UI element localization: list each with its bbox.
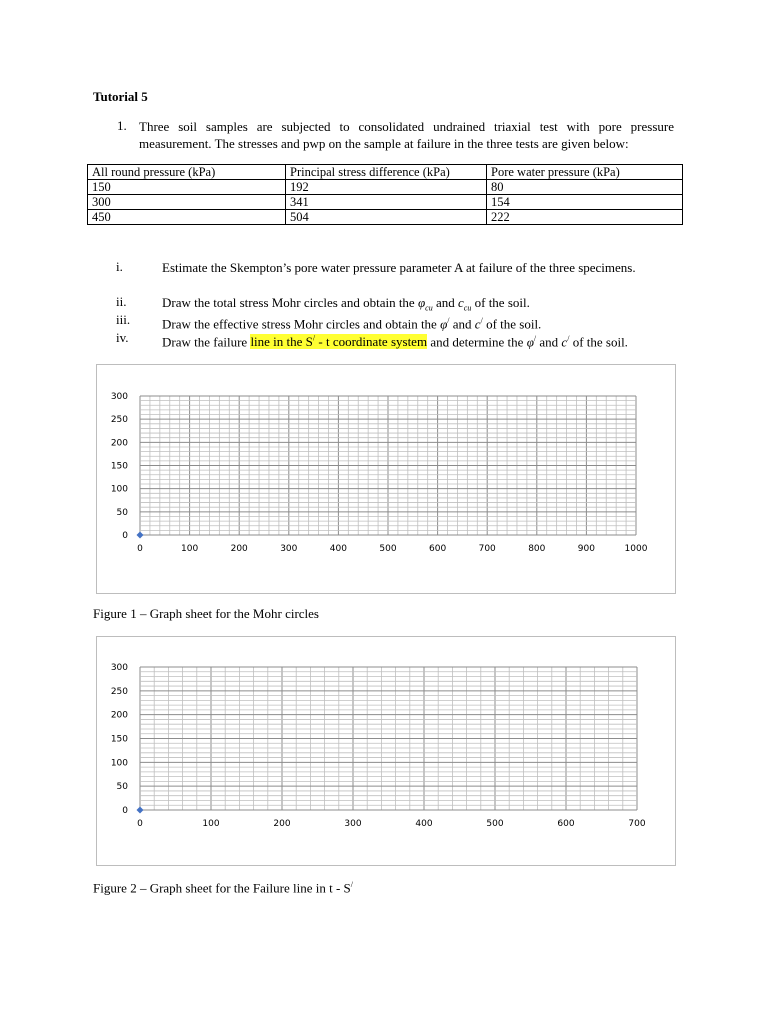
x-tick-label: 0 [137, 819, 143, 829]
x-tick-label: 900 [577, 544, 595, 554]
y-tick-label: 250 [110, 686, 128, 697]
x-tick-label: 500 [379, 544, 397, 554]
x-tick-label: 600 [557, 819, 575, 829]
figure-1-caption: Figure 1 – Graph sheet for the Mohr circles [93, 606, 319, 621]
task-number: ii. [116, 294, 127, 309]
failure-line-graph-frame [96, 636, 676, 866]
table-row [88, 195, 683, 210]
y-tick-label: 0 [122, 531, 128, 541]
x-tick-label: 400 [415, 819, 433, 829]
x-tick-label: 200 [230, 544, 248, 554]
y-tick-label: 100 [110, 758, 128, 769]
x-tick-label: 300 [280, 544, 298, 554]
x-tick-label: 300 [344, 819, 362, 829]
table-header-cell: Pore water pressure (kPa) [487, 165, 683, 180]
y-tick-label: 300 [110, 392, 128, 402]
question-number: 1. [117, 118, 127, 133]
task-text: Estimate the Skempton’s pore water pressure parameter A at failure of the three specimens. [162, 260, 636, 275]
table-row [88, 180, 683, 195]
table-cell: 150 [88, 180, 286, 195]
task-text: Draw the failure line in the S/ - t coordinate system and determine the φ/ and c/ of the soil. [162, 334, 628, 350]
task-number: i. [116, 259, 123, 274]
x-tick-label: 100 [202, 819, 220, 829]
y-tick-label: 50 [116, 507, 128, 518]
y-tick-label: 0 [122, 806, 128, 816]
figure-2-caption: Figure 2 – Graph sheet for the Failure line in t - S/ [93, 880, 354, 896]
x-tick-label: 800 [528, 544, 546, 554]
page-title: Tutorial 5 [93, 89, 148, 104]
y-tick-label: 150 [110, 734, 128, 745]
task-text: Draw the effective stress Mohr circles and obtain the φ/ and c/ of the soil. [162, 316, 542, 332]
table-cell: 341 [286, 195, 487, 210]
data-table [87, 164, 683, 225]
y-tick-label: 50 [116, 782, 128, 793]
x-tick-label: 500 [486, 819, 504, 829]
table-cell: 80 [487, 180, 683, 195]
y-tick-label: 200 [110, 438, 128, 449]
table-header-cell: Principal stress difference (kPa) [286, 165, 487, 180]
x-tick-label: 700 [628, 819, 646, 829]
table-cell: 504 [286, 210, 487, 225]
task-number: iv. [116, 330, 129, 345]
y-tick-label: 300 [110, 663, 128, 673]
mohr-graph-frame [96, 364, 676, 594]
x-tick-label: 600 [429, 544, 447, 554]
y-tick-label: 250 [110, 415, 128, 426]
table-cell: 222 [487, 210, 683, 225]
table-header-cell: All round pressure (kPa) [88, 165, 286, 180]
data-point-marker [137, 807, 144, 814]
task-number: iii. [116, 312, 131, 327]
table-cell: 154 [487, 195, 683, 210]
x-tick-label: 100 [181, 544, 199, 554]
question-text: Three soil samples are subjected to consolidated undrained triaxial test with pore pressure measurement. The stresses and pwp on the sample at failure in the three tests are given below: [139, 119, 674, 151]
y-tick-label: 150 [110, 461, 128, 472]
mohr-circle-graph [97, 365, 675, 593]
y-tick-label: 200 [110, 710, 128, 721]
x-tick-label: 1000 [624, 544, 648, 554]
x-tick-label: 0 [137, 544, 143, 554]
highlighted-text: line in the S/ - t coordinate system [250, 334, 428, 350]
task-text: Draw the total stress Mohr circles and obtain the $\varphi_{cu}$ and $c_{cu}$ of the soil. [162, 295, 530, 313]
failure-line-graph [97, 637, 675, 865]
table-cell: 450 [88, 210, 286, 225]
data-point-marker [137, 532, 144, 539]
y-tick-label: 100 [110, 484, 128, 495]
x-tick-label: 200 [273, 819, 291, 829]
x-tick-label: 400 [329, 544, 347, 554]
x-tick-label: 700 [478, 544, 496, 554]
table-cell: 192 [286, 180, 487, 195]
table-cell: 300 [88, 195, 286, 210]
table-row [88, 210, 683, 225]
table-header-row [88, 165, 683, 180]
